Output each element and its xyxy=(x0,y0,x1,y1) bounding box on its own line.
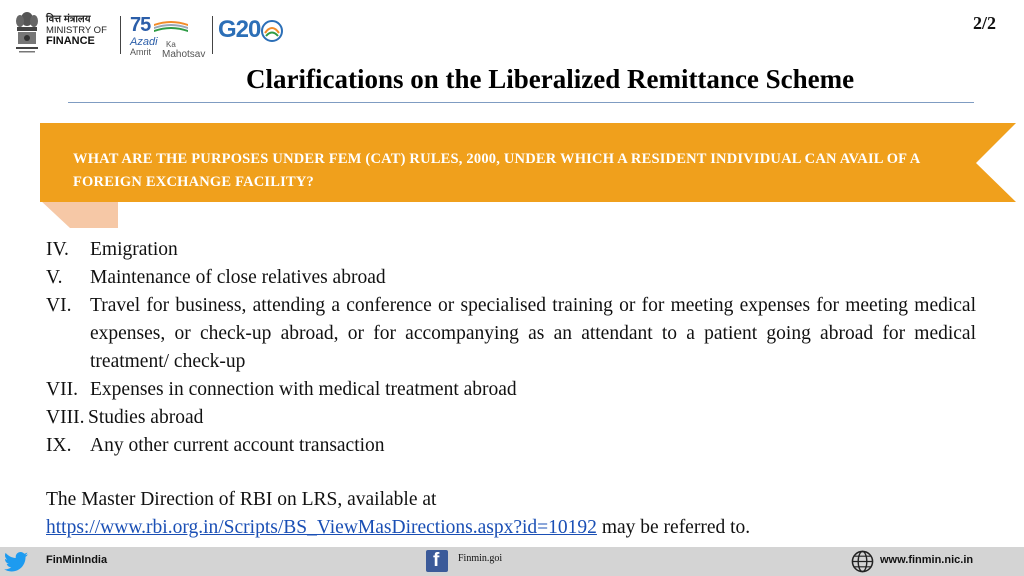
ministry-line2: FINANCE xyxy=(46,35,95,47)
twitter-icon[interactable] xyxy=(4,551,28,573)
note-suffix: may be referred to. xyxy=(596,517,751,538)
footer-bar xyxy=(0,547,1024,576)
globe-icon[interactable] xyxy=(851,550,874,573)
azadi-word3: Amrit xyxy=(130,47,151,57)
azadi-word2: Ka xyxy=(166,40,176,49)
twitter-handle[interactable]: FinMinIndia xyxy=(46,554,108,566)
list-item-text: Any other current account transaction xyxy=(90,435,385,456)
azadi-ka-amrit-mahotsav-logo xyxy=(128,14,210,58)
list-item-number: VII. xyxy=(46,379,78,400)
title-underline xyxy=(68,102,974,103)
list-item-text: Travel for business, attending a conference or specialised training or for meeting expenses for meeting medical expenses, or check-up abroad, or for accompanying as an attendant to a patient going abroad for medical treatment/ check-up xyxy=(90,295,976,372)
list-item-number: VIII. xyxy=(46,407,85,428)
g20-logo xyxy=(218,16,286,56)
header-divider xyxy=(120,16,121,54)
header-divider xyxy=(212,16,213,54)
rbi-master-direction-link[interactable]: https://www.rbi.org.in/Scripts/BS_ViewMasDirections.aspx?id=10192 xyxy=(46,517,597,538)
list-item-text: Expenses in connection with medical treatment abroad xyxy=(90,379,517,400)
page-indicator: 2/2 xyxy=(972,13,996,33)
banner-tab-decoration xyxy=(40,200,118,228)
tricolor-flag-icon xyxy=(154,20,188,34)
list-item xyxy=(46,236,976,264)
list-item xyxy=(46,432,976,460)
ministry-line1: MINISTRY OF xyxy=(46,25,107,36)
list-item xyxy=(46,292,976,376)
list-item-text: Studies abroad xyxy=(88,407,204,428)
lotus-globe-icon xyxy=(260,19,284,43)
g20-text: G20 xyxy=(218,16,261,43)
page-title: Clarifications on the Liberalized Remittance Scheme xyxy=(246,64,855,94)
list-item xyxy=(46,404,976,432)
azadi-number: 75 xyxy=(130,14,151,36)
note-line1: The Master Direction of RBI on LRS, available at xyxy=(46,489,437,510)
list-item xyxy=(46,264,976,292)
azadi-word1: Azadi xyxy=(130,36,158,48)
facebook-handle[interactable]: Finmin.goi xyxy=(458,553,503,564)
list-item-number: IV. xyxy=(46,239,69,260)
national-emblem-logo xyxy=(14,10,40,58)
list-item-number: IX. xyxy=(46,435,72,456)
banner-question: WHAT ARE THE PURPOSES UNDER FEM (CAT) RULES, 2000, UNDER WHICH A RESIDENT INDIVIDUAL CAN AVAIL OF A FOREIGN EXCHANGE FACILITY? xyxy=(73,151,920,190)
list-item-number: V. xyxy=(46,267,63,288)
website-link[interactable]: www.finmin.nic.in xyxy=(880,554,974,566)
ministry-hindi: वित्त मंत्रालय xyxy=(46,14,91,25)
list-item-number: VI. xyxy=(46,295,72,316)
list-item-text: Emigration xyxy=(90,239,178,260)
list-item-text: Maintenance of close relatives abroad xyxy=(90,267,386,288)
list-item xyxy=(46,376,976,404)
purposes-list xyxy=(46,236,976,460)
facebook-icon[interactable]: f xyxy=(426,550,448,572)
azadi-word4: Mahotsav xyxy=(162,49,206,60)
ministry-of-finance-logo-text xyxy=(46,14,107,47)
reference-note xyxy=(46,486,976,542)
